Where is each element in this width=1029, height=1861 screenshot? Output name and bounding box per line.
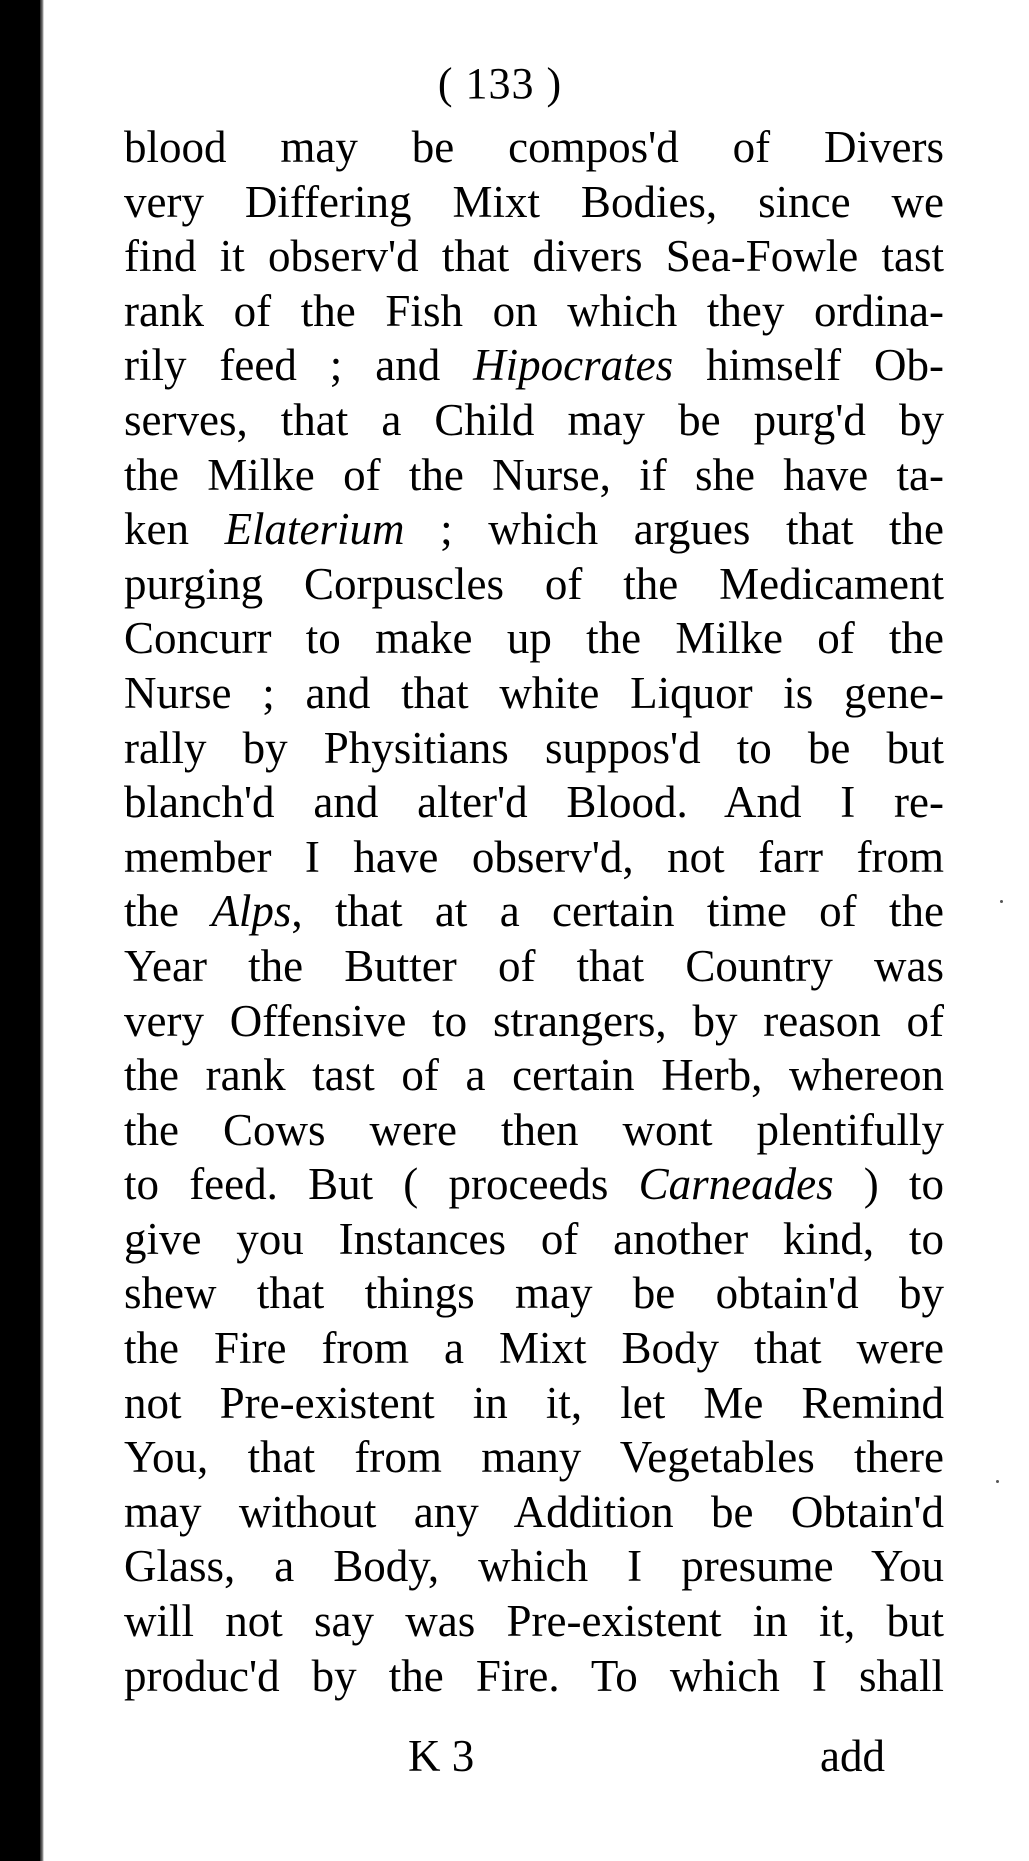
text-line: Glass, a Body, which I presume You xyxy=(124,1541,944,1592)
text-line: very Offensive to strangers, by reason of xyxy=(124,995,944,1046)
text-line: purging Corpuscles of the Medicament xyxy=(124,558,944,609)
text-line: the Fire from a Mixt Body that were xyxy=(124,1323,944,1374)
text-line: rily feed ; and Hipocrates himself Ob- xyxy=(124,340,944,391)
paper-speck xyxy=(996,1480,999,1483)
signature-mark: K 3 xyxy=(408,1731,475,1781)
text-line: may without any Addition be Obtain'd xyxy=(124,1486,944,1537)
text-line: find it observ'd that divers Sea-Fowle tast xyxy=(124,231,944,282)
text-line: You, that from many Vegetables there xyxy=(124,1432,944,1483)
text-line: will not say was Pre-existent in it, but xyxy=(124,1596,944,1647)
text-line: serves, that a Child may be purg'd by xyxy=(124,394,944,445)
text-line: Year the Butter of that Country was xyxy=(124,940,944,991)
binding-edge xyxy=(0,0,40,1861)
text-line: the Milke of the Nurse, if she have ta- xyxy=(124,449,944,500)
text-line: produc'd by the Fire. To which I shall xyxy=(124,1650,944,1701)
text-line: not Pre-existent in it, let Me Remind xyxy=(124,1377,944,1428)
text-line: blanch'd and alter'd Blood. And I re- xyxy=(124,777,944,828)
text-line: Nurse ; and that white Liquor is gene- xyxy=(124,667,944,718)
paper-speck xyxy=(1000,900,1003,903)
text-line: Concurr to make up the Milke of the xyxy=(124,613,944,664)
catchword: add xyxy=(820,1731,885,1781)
text-line: the rank tast of a certain Herb, whereon xyxy=(124,1050,944,1101)
text-line: rally by Physitians suppos'd to be but xyxy=(124,722,944,773)
text-line: member I have observ'd, not farr from xyxy=(124,831,944,882)
body-text xyxy=(124,120,944,1703)
text-line: to feed. But ( proceeds Carneades ) to xyxy=(124,1159,944,1210)
text-line: very Differing Mixt Bodies, since we xyxy=(124,176,944,227)
text-line: ken Elaterium ; which argues that the xyxy=(124,504,944,555)
text-line: the Cows were then wont plentifully xyxy=(124,1104,944,1155)
text-line: rank of the Fish on which they ordina- xyxy=(124,285,944,336)
page-number: ( 133 ) xyxy=(437,59,563,108)
page-footer xyxy=(0,1730,1029,1790)
text-line: the Alps, that at a certain time of the xyxy=(124,886,945,937)
text-line: shew that things may be obtain'd by xyxy=(124,1268,944,1319)
text-line: blood may be compos'd of Divers xyxy=(124,122,944,172)
text-line: give you Instances of another kind, to xyxy=(124,1213,944,1264)
